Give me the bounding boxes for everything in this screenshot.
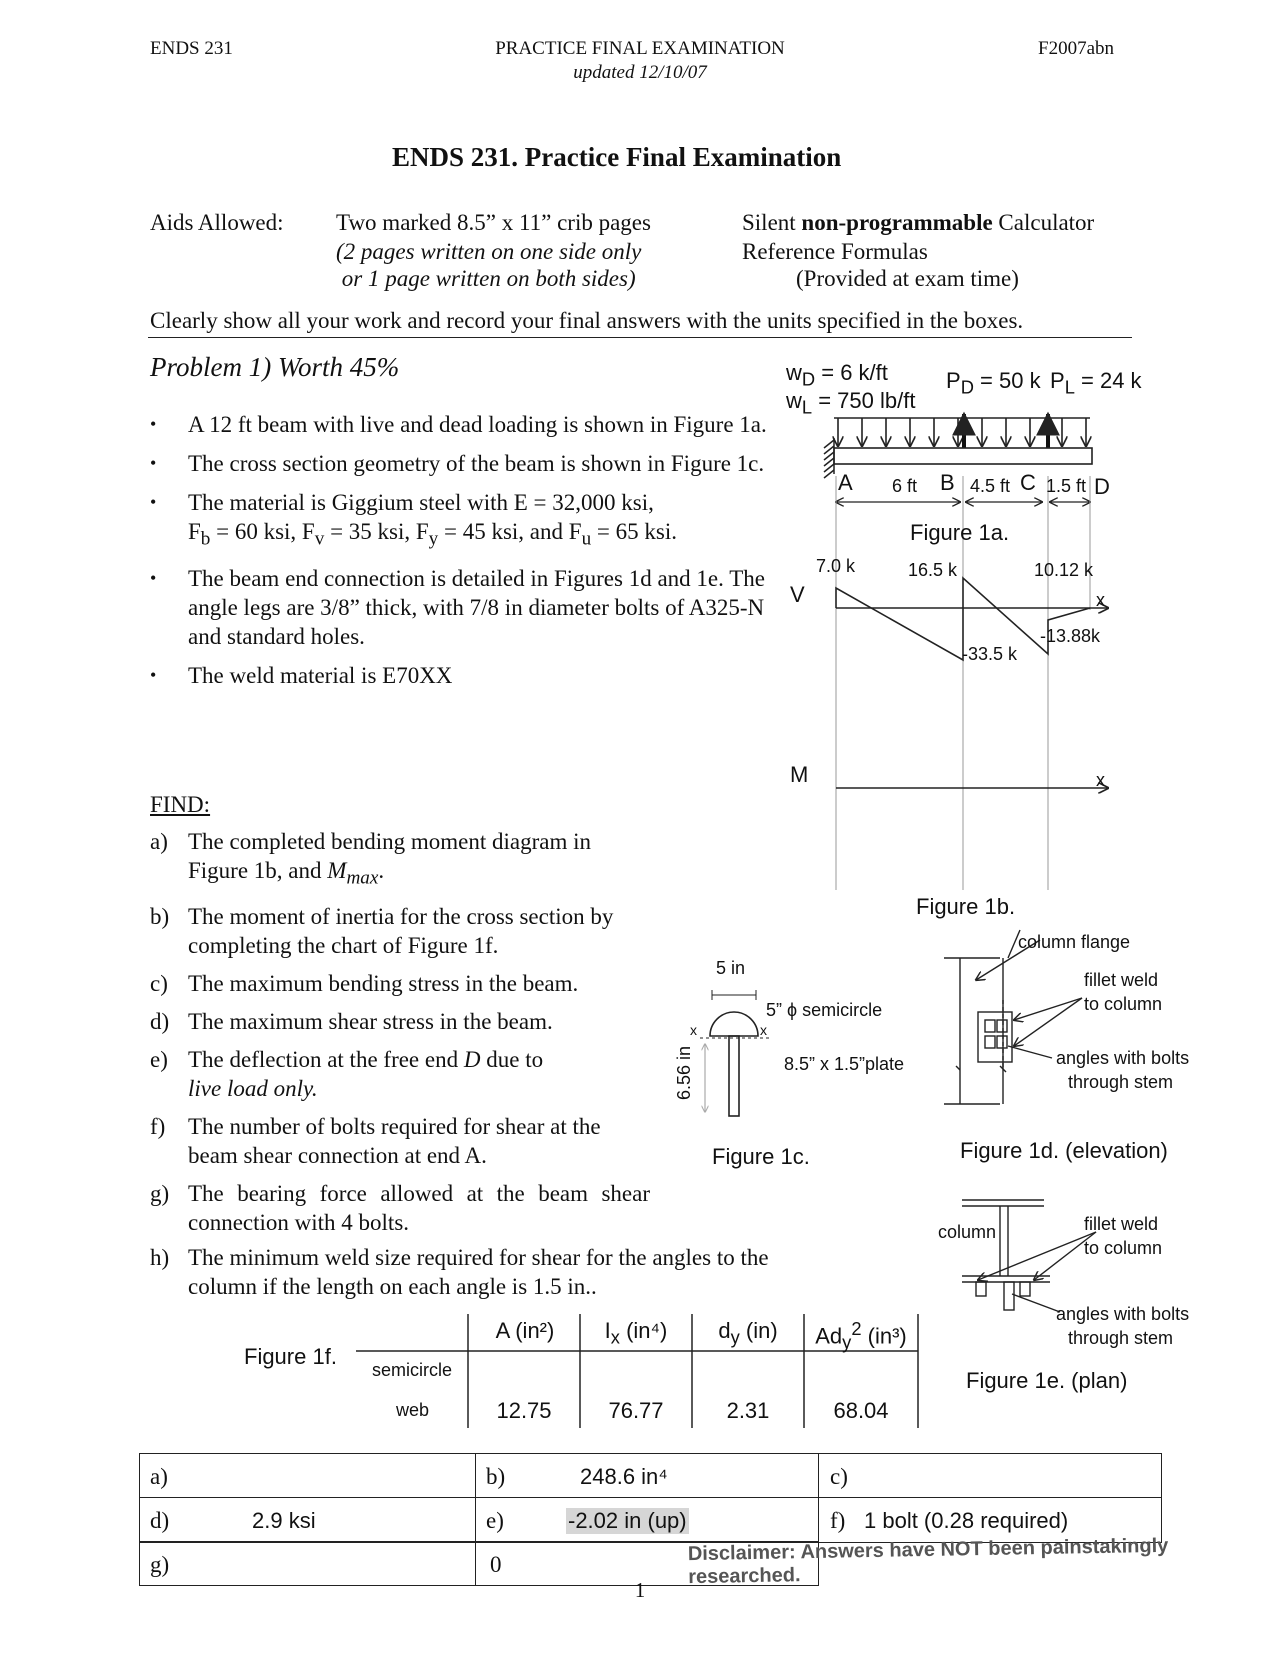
find-item-h: h) The minimum weld size required for shear for the angles to the column if the length on each angle is 1.5 in.. [150,1245,769,1299]
semicircle-label: 5” ϕ semicircle [766,1000,883,1020]
axis-x-right: x [760,1022,767,1038]
answer-a-label: a) [150,1464,168,1489]
col-header-ix: $I_x$ (in⁴) [604,1318,668,1348]
figure-1e-caption: Figure 1e. (plan) [966,1368,1128,1393]
bullet-item: • The beam end connection is detailed in Figures 1d and 1e. The angle legs are 3/8” thick, with 7/8 in diameter bolts of A325-N and standard holes. [150,564,780,651]
answer-d-value: 2.9 ksi [252,1508,316,1533]
pl-label: $P_L = 24$ k [1050,368,1142,398]
shear-value-c-plus: 10.12 k [1034,560,1094,580]
web-ix: 76.77 [608,1398,664,1423]
disclaimer: Disclaimer: Answers have NOT been painstakingly researched. [687,1534,1169,1589]
moment-x-label: x [1096,770,1105,790]
page-number: 1 [634,1578,646,1602]
point-d: D [1094,474,1110,499]
find-item-f: f) The number of bolts required for shear at the beam shear connection at end A. [150,1113,601,1168]
web-ady2: 68.04 [833,1398,889,1423]
shear-value-b-plus: 16.5 k [908,560,958,580]
row-label-semicircle: semicircle [372,1360,453,1380]
point-a: A [838,470,853,495]
find-item-a: a) The completed bending moment diagram in Figure 1b, and $M_{max}$. [150,829,592,889]
plan-angles-label-2: through stem [1068,1328,1174,1348]
answer-divider-row [139,1497,1161,1498]
dim-1-5ft: 1.5 ft [1046,476,1087,496]
figure-1f-caption: Figure 1f. [244,1344,337,1369]
axis-x-left: x [690,1022,697,1038]
aids-right-2: Reference Formulas [742,239,928,264]
answer-b-value: 248.6 in⁴ [580,1464,668,1489]
aids-left-1: Two marked 8.5” x 11” crib pages [336,210,651,235]
col-header-dy: $d_y$ (in) [718,1318,778,1348]
figure-1a-caption: Figure 1a. [910,520,1010,545]
plate-label: 8.5” x 1.5”plate [784,1054,905,1074]
section-width: 5 in [716,958,746,978]
aids-left-3: or 1 page written on both sides) [336,266,636,291]
m-label: M [790,762,809,787]
dim-6ft: 6 ft [892,476,918,496]
cross-section [700,990,770,1116]
column-flange-label: column flange [1018,932,1131,952]
find-heading: FIND: [150,792,211,817]
shear-value-b-minus: -33.5 k [962,644,1018,664]
answer-g-label: g) [150,1552,170,1577]
point-b: B [940,470,955,495]
find-item-e: e) The deflection at the free end D due to live load only. [150,1046,544,1101]
plan-weld-label-2: to column [1084,1238,1163,1258]
answer-e-label: e) [486,1508,504,1533]
section-height: 6.56 in [674,1045,694,1100]
beam [834,448,1092,464]
bullet-item: • The cross section geometry of the beam is shown in Figure 1c. [150,449,780,478]
find-item-d: d) The maximum shear stress in the beam. [150,1008,553,1034]
header-code: F2007abn [1038,38,1114,59]
aids-left-2: (2 pages written on one side only [336,239,642,264]
col-header-ady2: $Ad_y^2$ (in³) [815,1318,907,1353]
connection-elevation [944,930,1082,1104]
wl-label: $w_L = 750$ lb/ft [786,388,916,418]
find-item-g: g) The bearing force allowed at the beam shear connection with 4 bolts. [150,1180,650,1235]
angles-label-1: angles with bolts [1056,1048,1190,1068]
answer-h-label: 0 [490,1552,502,1577]
figure-1b-caption: Figure 1b. [916,894,1016,919]
answer-c-label: c) [830,1464,848,1489]
v-label: V [790,582,805,607]
bullet-item-material: • The material is Giggium steel with E = 32,000 ksi, $F_b = 60$ ksi, $F_v = 35$ ksi, $F_y = 45$ ksi, and $F_u = 65$ ksi. [150,488,780,554]
wd-label: $w_D = 6$ k/ft [786,360,888,390]
col-header-area: A (in²) [495,1318,555,1343]
aids-right-1: Silent non-programmable Calculator [742,210,1095,235]
header-updated: updated 12/10/07 [573,62,707,83]
row-label-web: web [396,1400,430,1420]
connection-plan [962,1200,1096,1312]
fillet-weld-label-2: to column [1084,994,1163,1014]
web-dy: 2.31 [726,1398,770,1423]
aids-label: Aids Allowed: [150,210,284,235]
header-exam: PRACTICE FINAL EXAMINATION [495,38,785,59]
instructions: Clearly show all your work and record your final answers with the units specified in the boxes. [150,308,1024,333]
web-area: 12.75 [496,1398,552,1423]
bullet-item: • The weld material is E70XX [150,661,780,690]
plan-angles-label-1: angles with bolts [1056,1304,1190,1324]
shear-value-a: 7.0 k [816,556,856,576]
answer-b-label: b) [486,1464,506,1489]
bullet-item: • A 12 ft beam with live and dead loading is shown in Figure 1a. [150,410,780,439]
figure-1c-caption: Figure 1c. [712,1144,810,1169]
answer-divider-col1 [475,1453,476,1585]
answer-d-label: d) [150,1508,170,1533]
find-item-c: c) The maximum bending stress in the beam. [150,970,579,996]
answer-e-value: -2.02 in (up) [568,1508,687,1533]
figure-1d-caption: Figure 1d. (elevation) [960,1138,1168,1163]
aids-right-3: (Provided at exam time) [796,266,1019,291]
page-title: ENDS 231. Practice Final Examination [392,142,842,172]
pd-label: $P_D = 50$ k [946,368,1041,398]
plan-weld-label-1: fillet weld [1084,1214,1159,1234]
fixed-support [824,438,834,478]
header-course: ENDS 231 [150,38,233,59]
answer-f-value: 1 bolt (0.28 required) [864,1508,1069,1533]
shear-x-label: x [1096,590,1105,610]
find-item-b: b) The moment of inertia for the cross section by completing the chart of Figure 1f. [150,903,614,958]
dim-4-5ft: 4.5 ft [970,476,1011,496]
column-label: column [938,1222,997,1242]
shear-value-c-minus: -13.88k [1040,626,1101,646]
problem-heading: Problem 1) Worth 45% [150,352,400,382]
point-c: C [1020,470,1036,495]
answer-f-label: f) [830,1508,846,1533]
fillet-weld-label-1: fillet weld [1084,970,1159,990]
angles-label-2: through stem [1068,1072,1174,1092]
